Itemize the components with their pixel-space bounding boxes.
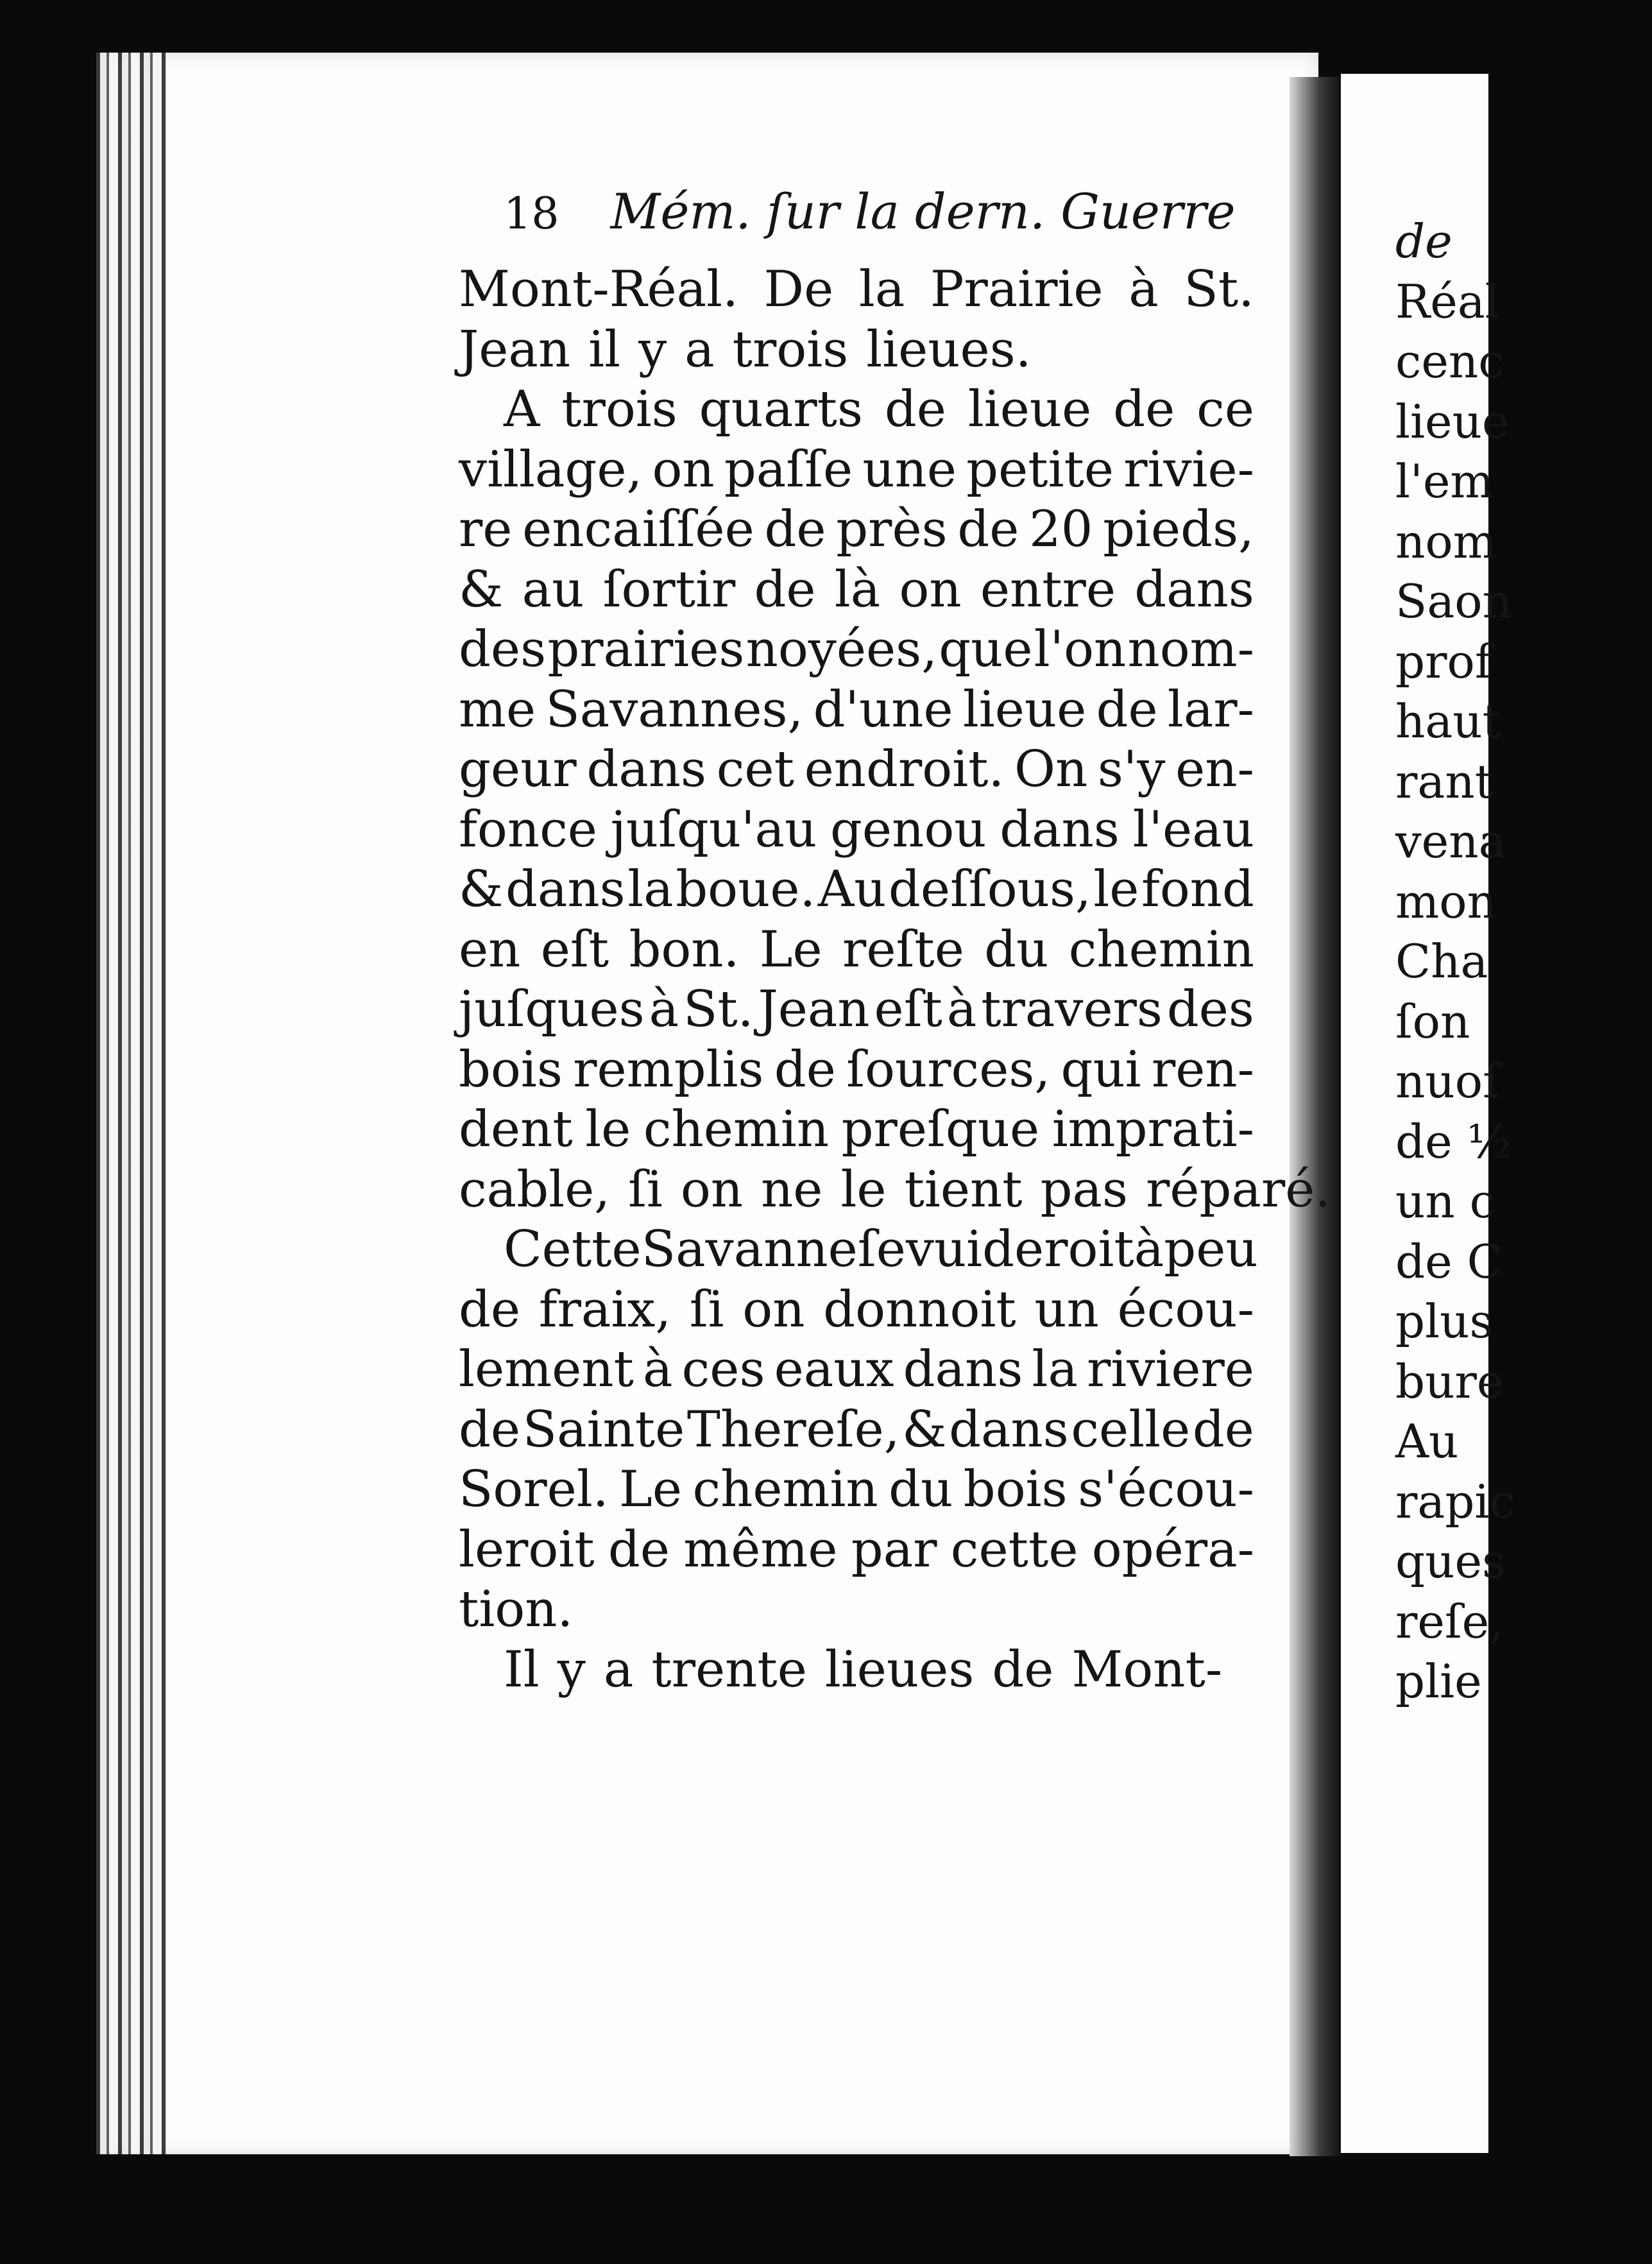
word: dans: [1134, 560, 1254, 619]
word: dent: [459, 1101, 573, 1158]
word: a: [685, 320, 715, 379]
text-line: [459, 680, 1254, 741]
right-page-line: de C: [1395, 1234, 1503, 1289]
word: ſe: [857, 1221, 906, 1278]
word: De: [763, 261, 834, 318]
word: Il: [504, 1640, 540, 1699]
right-page-line: rant: [1395, 754, 1494, 809]
word: vuideroit: [905, 1221, 1134, 1278]
word: rivie-: [1123, 440, 1254, 499]
word: a: [603, 1640, 634, 1699]
right-page-line: Saon: [1395, 574, 1512, 628]
right-page-line: l'em: [1395, 454, 1494, 508]
word: fraix,: [538, 1280, 672, 1339]
word: de: [1192, 1400, 1254, 1459]
right-page-line: Cha: [1395, 934, 1488, 988]
word: y: [557, 1640, 586, 1699]
word: au: [522, 560, 584, 619]
word: à: [1128, 261, 1159, 318]
word: de: [764, 501, 826, 558]
word: geur: [459, 741, 577, 798]
running-head: Mém. ſur la dern. Guerre: [610, 183, 1236, 240]
word: opéra-: [1091, 1520, 1254, 1579]
word: trente: [651, 1640, 807, 1699]
word: Thereſe,: [686, 1400, 900, 1459]
word: là: [834, 560, 881, 619]
word: remplis: [573, 1040, 764, 1099]
word: la: [1032, 1341, 1078, 1398]
word: lieue: [962, 680, 1087, 739]
word: à: [642, 1341, 673, 1398]
right-page-line: plie: [1395, 1654, 1482, 1708]
word: près: [836, 501, 948, 558]
word: en: [459, 920, 521, 979]
word: ſortir: [602, 560, 736, 619]
text-line: [459, 380, 1254, 440]
word: paſſe: [724, 440, 853, 499]
word: le: [840, 1160, 887, 1219]
word: lieues: [824, 1640, 975, 1699]
word: cette: [950, 1520, 1078, 1579]
word: de: [459, 1280, 521, 1339]
page-header: [504, 183, 1236, 260]
text-line: [459, 1580, 1254, 1640]
word: cable,: [459, 1160, 611, 1219]
word: de: [1096, 680, 1158, 739]
word: Savannes,: [545, 680, 804, 739]
word: de: [774, 1040, 836, 1099]
text-line: [459, 1460, 1254, 1520]
word: chemin: [643, 1101, 830, 1158]
word: de: [957, 501, 1019, 558]
word: juſques: [459, 981, 645, 1038]
word: de: [608, 1520, 670, 1579]
word: le: [585, 1101, 631, 1158]
word: dans: [949, 1400, 1069, 1459]
word: donnoit: [823, 1280, 1016, 1339]
word: l'on: [1034, 621, 1127, 678]
word: ſi: [628, 1160, 663, 1219]
word: celle: [1071, 1400, 1191, 1459]
word: &: [459, 861, 504, 918]
word: endroit.: [804, 741, 1005, 798]
word: prairies: [547, 621, 745, 678]
word: lieue: [967, 381, 1092, 438]
right-page-header: de: [1395, 214, 1452, 268]
book-fold: [1290, 77, 1341, 2156]
word: &: [902, 1400, 947, 1459]
word: réparé.: [1146, 1160, 1331, 1219]
word: deſſous,: [888, 861, 1091, 918]
word: de: [754, 560, 816, 619]
word: pieds,: [1103, 501, 1254, 558]
right-page-line: bure: [1395, 1354, 1504, 1409]
right-page-line: prof: [1395, 634, 1492, 689]
right-page-line: nuoſ: [1395, 1054, 1500, 1108]
right-page-text: [1395, 214, 1652, 1712]
right-page-line: Au: [1395, 1414, 1459, 1468]
text-line: [459, 1160, 1331, 1221]
right-page-line: lieue: [1395, 394, 1510, 449]
right-page-line: cenc: [1395, 334, 1504, 388]
word: nom-: [1127, 621, 1254, 678]
word: encaiſſée: [522, 501, 754, 558]
text-line: [459, 800, 1254, 861]
word: il: [588, 320, 621, 379]
word: dans: [903, 1341, 1023, 1398]
word: Jean: [459, 320, 571, 379]
word: Mont-: [1071, 1640, 1223, 1699]
word: y: [638, 320, 667, 379]
word: le: [1093, 861, 1139, 918]
word: leroit: [459, 1520, 595, 1579]
word: A: [504, 381, 540, 438]
word: fonce: [459, 800, 597, 859]
text-line: [459, 740, 1254, 800]
word: trois: [732, 320, 849, 379]
word: Au: [817, 861, 887, 918]
page-number: 18: [504, 189, 559, 239]
word: ſources,: [846, 1040, 1051, 1099]
word: de: [459, 1400, 521, 1459]
word: chemin: [1068, 920, 1254, 979]
word: la: [858, 261, 905, 318]
right-page-line: vena: [1395, 814, 1506, 868]
right-page-line: ſon: [1395, 994, 1470, 1049]
text-line: [459, 1100, 1254, 1160]
text-line: [459, 920, 1254, 981]
word: bon.: [629, 920, 740, 979]
word: cet: [716, 741, 794, 798]
word: eſt: [874, 981, 942, 1038]
text-line: [459, 620, 1254, 680]
word: la: [627, 861, 674, 918]
word: me: [459, 680, 536, 739]
text-line: [459, 1280, 1254, 1341]
text-line: [459, 260, 1254, 320]
word: trois: [561, 381, 677, 438]
word: même: [683, 1520, 838, 1579]
right-page-line: nom: [1395, 514, 1497, 569]
word: des: [1166, 981, 1254, 1038]
word: quarts: [699, 381, 863, 438]
word: ce: [1196, 381, 1254, 438]
word: lar-: [1167, 680, 1254, 739]
word: riviere: [1087, 1341, 1254, 1398]
text-line: [459, 500, 1254, 560]
word: chemin: [692, 1461, 878, 1518]
text-line: [459, 1520, 1254, 1581]
word: on: [899, 560, 962, 619]
word: Mont-Réal.: [459, 261, 738, 318]
word: Jean: [758, 981, 870, 1038]
word: dans: [586, 741, 707, 798]
word: ces: [681, 1341, 765, 1398]
word: reſte: [842, 920, 964, 979]
word: d'une: [813, 680, 953, 739]
word: eaux: [774, 1341, 894, 1398]
word: noyées,: [745, 621, 937, 678]
word: en-: [1175, 741, 1254, 798]
text-line: [459, 1400, 1254, 1461]
page-edge-shadow: [96, 53, 167, 2154]
word: St.: [1184, 261, 1254, 318]
text-line: [459, 320, 1254, 381]
word: St.: [683, 981, 754, 1038]
word: des: [459, 621, 547, 678]
word: s'y: [1097, 741, 1166, 798]
word: écou-: [1117, 1280, 1254, 1339]
word: dans: [1000, 800, 1120, 859]
word: par: [851, 1520, 937, 1579]
word: on: [680, 1160, 744, 1219]
word: de: [992, 1640, 1054, 1699]
word: de: [1113, 381, 1175, 438]
right-page-line: ques: [1395, 1534, 1506, 1588]
word: preſque: [841, 1101, 1040, 1158]
word: ne: [761, 1160, 823, 1219]
text-line: [459, 1340, 1254, 1400]
word: l'eau: [1132, 800, 1254, 859]
word: petite: [966, 440, 1114, 499]
right-page-line: un c: [1395, 1174, 1495, 1228]
word: Sainte: [522, 1400, 685, 1459]
word: Savanne: [641, 1221, 858, 1278]
word: tion.: [459, 1581, 574, 1638]
word: une: [862, 440, 957, 499]
word: ſi: [689, 1280, 724, 1339]
word: ren-: [1151, 1040, 1254, 1099]
word: fond: [1141, 861, 1254, 918]
word: on: [652, 440, 715, 499]
right-page-line: plus: [1395, 1294, 1494, 1348]
word: 20: [1029, 501, 1093, 558]
right-page-line: reſe,: [1395, 1594, 1504, 1649]
word: tient: [904, 1160, 1023, 1219]
word: bois: [459, 1040, 563, 1099]
word: peu: [1164, 1221, 1258, 1278]
word: du: [984, 920, 1049, 979]
word: lement: [459, 1341, 634, 1398]
right-page-line: mon: [1395, 874, 1497, 929]
word: Prairie: [930, 261, 1103, 318]
word: Sorel.: [459, 1461, 609, 1518]
word: travers: [981, 981, 1162, 1038]
word: lieues.: [866, 320, 1032, 379]
word: à: [1134, 1221, 1164, 1278]
word: &: [459, 560, 504, 619]
word: à: [649, 981, 679, 1038]
text-line: [459, 860, 1254, 920]
word: entre: [980, 560, 1116, 619]
right-page-line: de ½: [1395, 1114, 1512, 1169]
word: Le: [759, 920, 822, 979]
word: qui: [1060, 1040, 1141, 1099]
word: dans: [505, 861, 626, 918]
word: que: [939, 621, 1033, 678]
word: du: [889, 1461, 953, 1518]
text-line: [459, 560, 1254, 621]
right-page-line: Réal: [1395, 274, 1500, 329]
word: village,: [459, 440, 643, 499]
word: de: [884, 381, 946, 438]
word: eſt: [540, 920, 609, 979]
word: genou: [830, 800, 987, 859]
text-line: [459, 440, 1254, 501]
word: imprati-: [1052, 1101, 1254, 1158]
word: s'écou-: [1078, 1461, 1254, 1518]
word: pas: [1040, 1160, 1128, 1219]
word: bois: [963, 1461, 1068, 1518]
word: Cette: [504, 1221, 642, 1278]
text-line: [459, 980, 1254, 1040]
word: Le: [619, 1461, 683, 1518]
word: on: [742, 1280, 805, 1339]
text-line: [459, 1040, 1254, 1101]
text-line: [459, 1220, 1258, 1280]
body-text: [459, 260, 1331, 1700]
word: juſqu'au: [610, 800, 817, 859]
word: On: [1014, 741, 1088, 798]
right-page-line: haut: [1395, 694, 1501, 748]
word: boue.: [676, 861, 816, 918]
text-line: [459, 1640, 1254, 1701]
word: re: [459, 501, 513, 558]
word: à: [946, 981, 977, 1038]
word: un: [1034, 1280, 1099, 1339]
right-page-line: rapic: [1395, 1474, 1515, 1529]
